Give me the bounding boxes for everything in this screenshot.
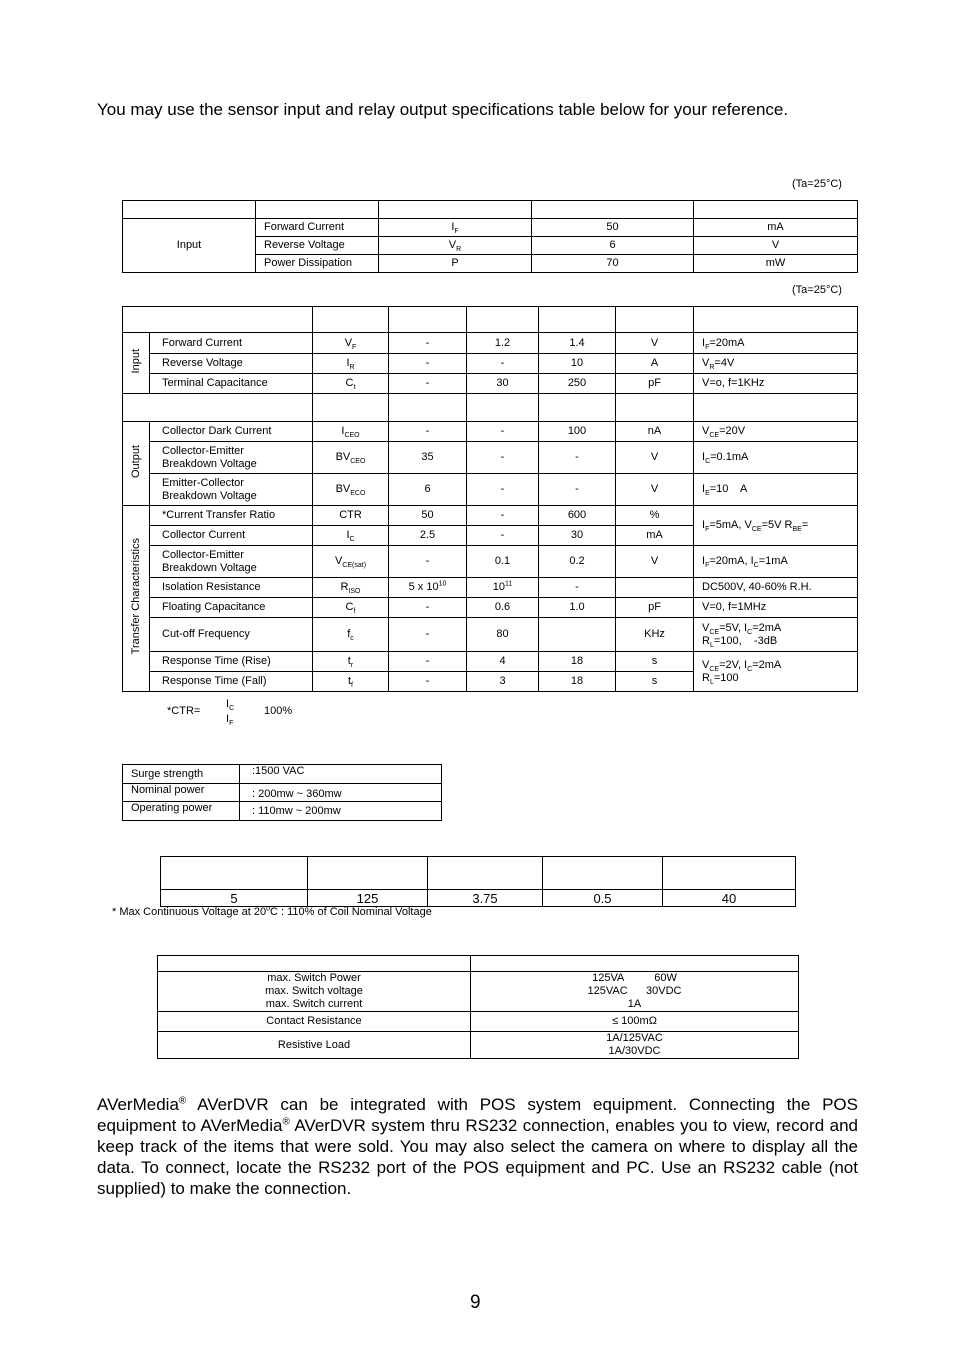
table-row: Output Collector Dark Current $I_{CEO}$ - - 100 nA $V_{CE}=20V$ — [123, 422, 858, 442]
table-header-row — [123, 394, 858, 422]
coil-footnote: * Max Continuous Voltage at 20$^o$C : 110% of Coil Nominal Voltage — [112, 905, 432, 918]
table-row: Nominal power : 200mw ~ 360mw — [123, 784, 442, 802]
table-row: Cut-off Frequency $f_c$ - 80 KHz $V_{CE}=5V$, $I_C=2mA$ $R_L=100$, -3dB — [123, 618, 858, 652]
ctr-formula-multiplier: 100% — [264, 705, 293, 717]
table-row: Collector-Emitter Breakdown Voltage $BV_{CEO}$ 35 - - V $I_C=0.1mA$ — [123, 442, 858, 474]
relay-power-table — [122, 764, 442, 821]
table-row: Resistive Load 1A/125VAC 1A/30VDC — [158, 1032, 799, 1059]
table-header-row — [161, 857, 796, 890]
table-row: Response Time (Rise) $t_r$ - 4 18 s $V_{CE}=2V$, $I_C=2mA$ $R_L=100$ — [123, 652, 858, 672]
table-row: Floating Capacitance $C_f$ - 0.6 1.0 pF V=0, f=1MHz — [123, 598, 858, 618]
table-row: Transfer Characteristics *Current Transfer Ratio CTR 50 - 600 % $I_F=5mA$, $V_{CE}=5V$ $R_{BE}=$ — [123, 506, 858, 526]
ctr-formula-denominator: $I_F$ — [226, 713, 234, 728]
table-row: Collector Current $I_C$ 2.5 - 30 mA — [123, 526, 858, 546]
table-header-row — [123, 201, 858, 219]
table-row: Surge strength :1500 VAC — [123, 765, 442, 784]
table-header-row — [123, 307, 858, 333]
table-row: Input Forward Current $V_F$ - 1.2 1.4 V $I_F=20mA$ — [123, 333, 858, 354]
table-header-row — [158, 956, 799, 972]
table-row: Contact Resistance ≤ 100mΩ — [158, 1012, 799, 1032]
table-row: Emitter-Collector Breakdown Voltage $BV_{ECO}$ 6 - - V $I_E=10$ A — [123, 474, 858, 506]
absolute-ratings-table — [122, 200, 858, 273]
ctr-formula-numerator: $I_C$ — [226, 698, 235, 713]
table-row: Isolation Resistance $R_{ISO}$ 5 x $10^{10}$ $10^{11}$ - DC500V, 40-60% R.H. — [123, 578, 858, 598]
ctr-formula-label: *CTR= — [167, 705, 201, 717]
group-label: Input — [123, 219, 256, 273]
table-row: Response Time (Fall) $t_f$ - 3 18 s — [123, 672, 858, 692]
temperature-note-1: (Ta=25°C) — [792, 178, 842, 190]
pos-paragraph: AVerMedia® AVerDVR can be integrated with POS system equipment. Connecting the POS equipment to AVerMedia® AVerDVR system thru RS232 connection, enables you to view, record and keep track of the items that were sold. You may also select the camera on where to display all the data. To connect, locate the RS232 port of the POS equipment and PC. Use an RS232 cable (not supplied) to make the connection. — [97, 1095, 858, 1198]
coil-table — [160, 856, 796, 907]
table-row: Reverse Voltage $I_R$ - - 10 A $V_R=4V$ — [123, 354, 858, 374]
table-row: Power Dissipation P 70 mW — [123, 255, 858, 273]
table-row: Terminal Capacitance $C_t$ - 30 250 pF V=o, f=1KHz — [123, 374, 858, 394]
contact-table — [157, 955, 799, 1059]
input-section-label: Input — [129, 348, 142, 374]
electro-optical-table — [122, 306, 858, 692]
temperature-note-2: (Ta=25°C) — [792, 284, 842, 296]
table-row: max. Switch Power max. Switch voltage max. Switch current 125VA 60W 125VAC 30VDC 1A — [158, 972, 799, 1012]
table-row: Reverse Voltage $V_R$ 6 V — [123, 237, 858, 255]
transfer-section-label: Transfer Characteristics — [129, 538, 142, 655]
table-row: Operating power : 110mw ~ 200mw — [123, 802, 442, 821]
intro-text: You may use the sensor input and relay output specifications table below for your reference. — [97, 100, 789, 119]
table-row: Input Forward Current $I_F$ 50 mA — [123, 219, 858, 237]
page-number: 9 — [470, 1292, 481, 1313]
table-row: 5 125 3.75 0.5 40 — [161, 890, 796, 907]
output-section-label: Output — [129, 444, 142, 479]
table-row: Collector-Emitter Breakdown Voltage $V_{CE(sat)}$ - 0.1 0.2 V $I_F=20mA$, $I_C=1mA$ — [123, 546, 858, 578]
